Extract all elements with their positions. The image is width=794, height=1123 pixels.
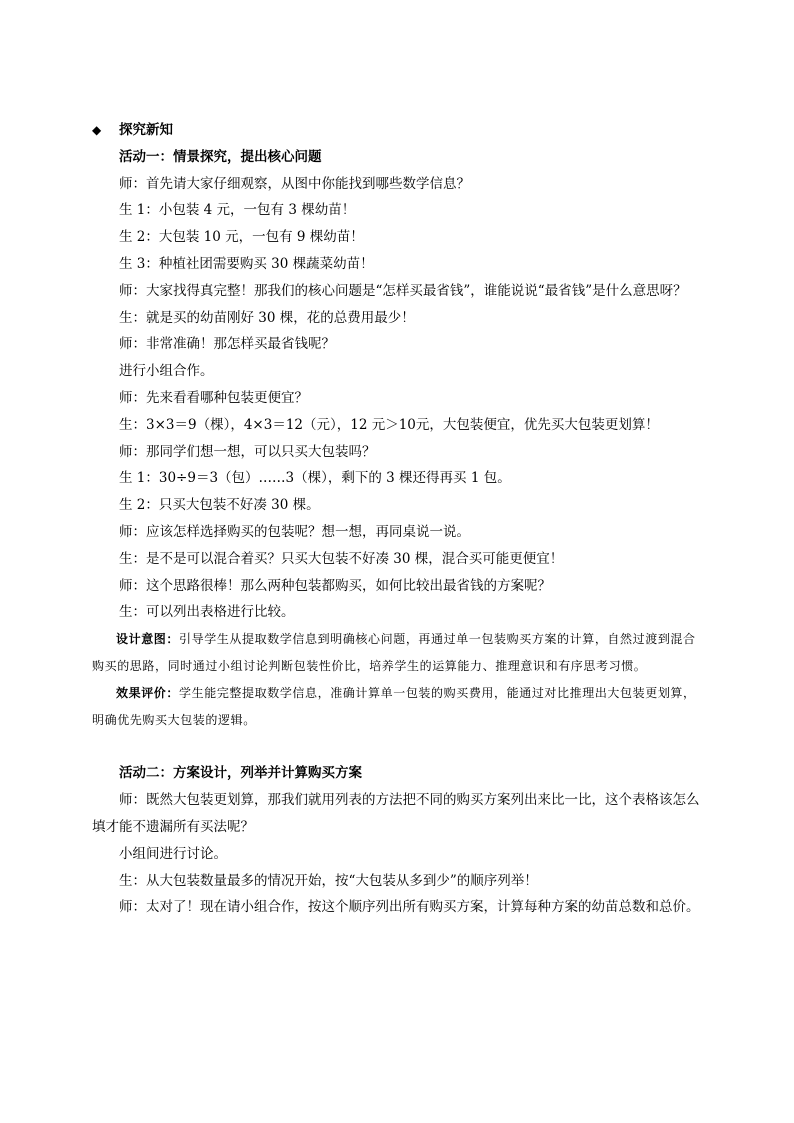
dialogue-line: 生 1：小包装 4 元，一包有 3 棵幼苗！ <box>119 202 356 219</box>
design-intent-label: 设计意图： <box>116 632 180 647</box>
effect-evaluation-label: 效果评价： <box>116 685 180 700</box>
diamond-bullet-icon: ◆ <box>92 123 102 137</box>
dialogue-line: 师：首先请大家仔细观察，从图中你能找到哪些数学信息？ <box>119 175 470 192</box>
dialogue-line: 生 1：30÷9＝3（包）……3（棵），剩下的 3 棵还得再买 1 包。 <box>119 470 511 487</box>
dialogue-line: 师：先来看看哪种包装更便宜？ <box>119 389 308 406</box>
dialogue-line: 生 2：大包装 10 元，一包有 9 棵幼苗！ <box>119 229 364 246</box>
design-intent-note <box>92 626 708 680</box>
dialogue-line: 生 2：只买大包装不好凑 30 棵。 <box>119 497 320 514</box>
section-title: 探究新知 <box>119 122 173 138</box>
dialogue-line: 师：太对了！现在请小组合作，按这个顺序列出所有购买方案，计算每种方案的幼苗总数和总价。 <box>119 899 700 916</box>
dialogue-line: 生 3：种植社团需要购买 30 棵蔬菜幼苗！ <box>119 255 374 272</box>
paragraph-spacer <box>92 733 708 760</box>
document-body <box>92 117 708 921</box>
activity-2-title: 活动二：方案设计，列举并计算购买方案 <box>119 765 362 782</box>
dialogue-line: 生：3×3＝9（棵），4×3＝12（元），12 元＞10元，大包装便宜，优先买大包装更划算！ <box>119 416 659 433</box>
dialogue-line: 生：是不是可以混合着买？只买大包装不好凑 30 棵，混合买可能更便宜！ <box>119 550 564 567</box>
dialogue-line: 师：大家找得真完整！那我们的核心问题是“怎样买最省钱”，谁能说说“最省钱”是什么意思呀？ <box>119 282 687 299</box>
dialogue-line: 师：应该怎样选择购买的包装呢？想一想，再同桌说一说。 <box>119 523 470 540</box>
dialogue-line: 师：非常准确！那怎样买最省钱呢？ <box>119 336 335 353</box>
dialogue-line: 生：就是买的幼苗刚好 30 棵，花的总费用最少！ <box>119 309 415 326</box>
dialogue-line: 师：这个思路很棒！那么两种包装都购买，如何比较出最省钱的方案呢？ <box>119 577 551 594</box>
design-intent-text: 引导学生从提取数学信息到明确核心问题，再通过单一包装购买方案的计算，自然过渡到混合购买的思路，同时通过小组讨论判断包装性价比，培养学生的运算能力、推理意识和有序思考习惯。 <box>92 632 696 673</box>
activity-1-title: 活动一：情景探究，提出核心问题 <box>119 148 322 165</box>
effect-evaluation-note <box>92 680 708 734</box>
dialogue-line: 师：既然大包装更划算，那我们就用列表的方法把不同的购买方案列出来比一比，这个表格该怎么填才能不遗漏所有买法呢？ <box>92 792 700 835</box>
dialogue-line: 师：那同学们想一想，可以只买大包装吗？ <box>119 443 376 460</box>
dialogue-line: 生：从大包装数量最多的情况开始，按“大包装从多到少”的顺序列举！ <box>119 872 538 889</box>
dialogue-line: 生：可以列出表格进行比较。 <box>119 604 295 621</box>
section-heading <box>92 117 708 144</box>
effect-evaluation-text: 学生能完整提取数学信息，准确计算单一包装的购买费用，能通过对比推理出大包装更划算，明确优先购买大包装的逻辑。 <box>92 685 696 727</box>
dialogue-line: 小组间进行讨论。 <box>119 845 227 862</box>
dialogue-line: 进行小组合作。 <box>119 363 214 380</box>
